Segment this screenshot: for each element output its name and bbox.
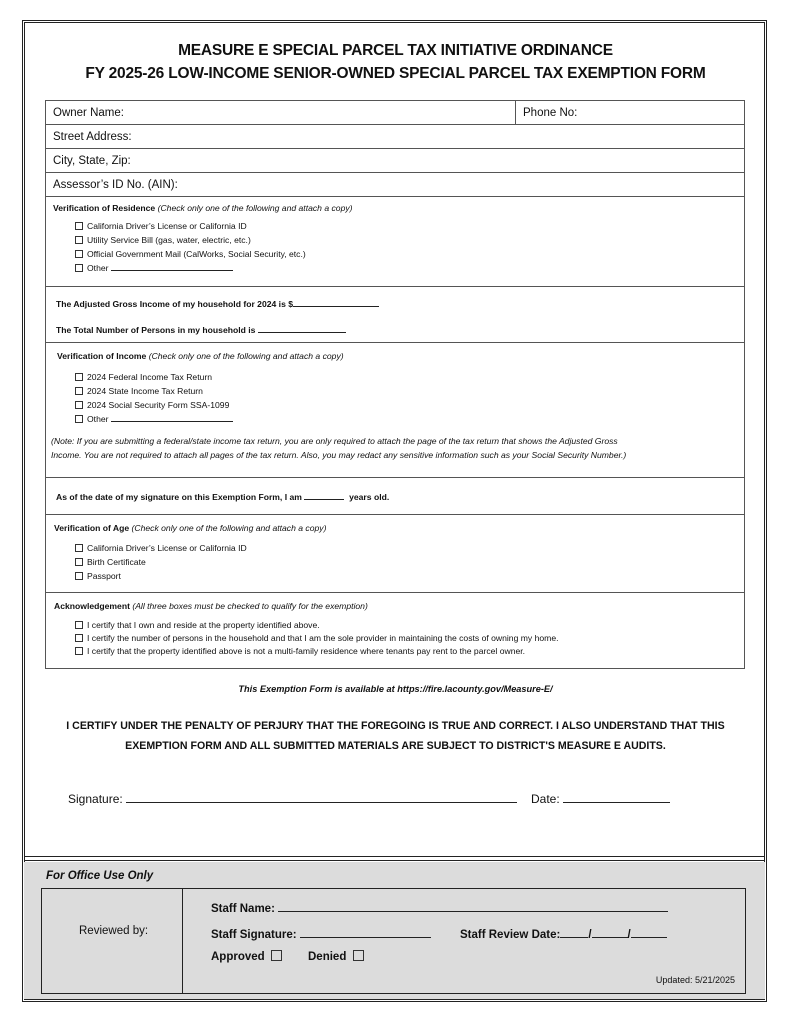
street-address-field[interactable] — [46, 125, 745, 149]
review-day-line[interactable] — [592, 925, 628, 938]
age-line[interactable] — [304, 490, 344, 500]
income-option[interactable]: 2024 Social Security Form SSA-1099 — [75, 398, 737, 412]
residence-option[interactable]: California Driver’s License or California ID — [75, 219, 737, 233]
office-review-box — [41, 888, 746, 994]
ack-item[interactable]: I certify that I own and reside at the property identified above. — [75, 619, 737, 632]
owner-name-label: Owner Name: — [53, 106, 124, 119]
checkbox[interactable] — [75, 634, 83, 642]
checkbox[interactable] — [75, 387, 83, 395]
ain-label: Assessor’s ID No. (AIN): — [53, 178, 178, 191]
checkbox[interactable] — [75, 647, 83, 655]
age-statement-after: years old. — [349, 492, 390, 502]
city-state-zip-field[interactable] — [46, 149, 745, 173]
denied-label: Denied — [308, 951, 347, 963]
residence-section — [46, 197, 745, 287]
reviewed-by-label: Reviewed by: — [79, 925, 149, 937]
checkbox[interactable] — [75, 250, 83, 258]
agi-line[interactable] — [293, 297, 379, 307]
staff-name-label: Staff Name: — [211, 903, 275, 915]
age-section — [46, 515, 745, 593]
form-title-line-1: MEASURE E SPECIAL PARCEL TAX INITIATIVE ORDINANCE — [178, 42, 613, 59]
checkbox[interactable] — [75, 222, 83, 230]
office-divider — [24, 856, 765, 861]
income-section — [46, 343, 745, 478]
office-box-divider — [182, 889, 183, 993]
residence-option[interactable]: Official Government Mail (CalWorks, Social Security, etc.) — [75, 247, 737, 261]
acknowledgement-section — [46, 593, 745, 669]
persons-label: The Total Number of Persons in my household is — [56, 324, 256, 335]
date-line[interactable] — [563, 790, 670, 803]
income-stats-section — [46, 287, 745, 343]
review-year-line[interactable] — [631, 925, 667, 938]
ack-instruction: (All three boxes must be checked to qualify for the exemption) — [132, 601, 368, 611]
age-title: Verification of Age — [54, 523, 130, 533]
other-line[interactable] — [111, 412, 233, 422]
age-statement-before: As of the date of my signature on this Exemption Form, I am — [56, 492, 302, 502]
staff-signature-field[interactable] — [211, 925, 431, 941]
residence-option[interactable]: Other — [75, 261, 737, 275]
office-use-section — [24, 862, 765, 999]
form-title-line-2: FY 2025-26 LOW-INCOME SENIOR-OWNED SPECIAL PARCEL TAX EXEMPTION FORM — [85, 65, 706, 82]
residence-title: Verification of Residence — [53, 203, 156, 213]
approved-option[interactable] — [211, 951, 286, 963]
checkbox[interactable] — [75, 401, 83, 409]
staff-name-line[interactable] — [278, 899, 668, 912]
date-label: Date: — [531, 792, 560, 806]
staff-review-date-label: Staff Review Date: — [460, 929, 561, 941]
income-option[interactable]: 2024 State Income Tax Return — [75, 384, 737, 398]
income-note: (Note: If you are submitting a federal/state income tax return, you are only required to attach the page of the tax return that shows the Adjusted Gross Income. You are not required to attach all pages of the tax return. Also, you may redact any sensitive information such as your Social Security Number.) — [51, 436, 627, 460]
age-option[interactable]: Birth Certificate — [75, 555, 737, 569]
owner-name-field[interactable] — [46, 101, 516, 125]
ack-item[interactable]: I certify that the property identified above is not a multi-family residence where tenants pay rent to the parcel owner. — [75, 645, 737, 658]
checkbox[interactable] — [75, 558, 83, 566]
residence-instruction: (Check only one of the following and attach a copy) — [157, 203, 353, 213]
persons-line[interactable] — [258, 323, 346, 333]
availability-note: This Exemption Form is available at https://fire.lacounty.gov/Measure-E/ — [238, 684, 553, 694]
denied-option[interactable] — [308, 951, 368, 963]
income-instruction: (Check only one of the following and attach a copy) — [148, 351, 344, 361]
approved-label: Approved — [211, 951, 265, 963]
ain-field[interactable] — [46, 173, 745, 197]
residence-option[interactable]: Utility Service Bill (gas, water, electric, etc.) — [75, 233, 737, 247]
street-address-label: Street Address: — [53, 130, 132, 143]
approved-checkbox[interactable] — [271, 950, 282, 961]
income-title: Verification of Income — [57, 351, 147, 361]
ack-item[interactable]: I certify the number of persons in the household and that I am the sole provider in maintaining the costs of owning my home. — [75, 632, 737, 645]
date-field[interactable] — [531, 790, 670, 806]
age-instruction: (Check only one of the following and attach a copy) — [131, 523, 327, 533]
other-line[interactable] — [111, 261, 233, 271]
staff-signature-label: Staff Signature: — [211, 929, 297, 941]
checkbox[interactable] — [75, 544, 83, 552]
signature-label: Signature: — [68, 792, 123, 806]
office-title: For Office Use Only — [46, 870, 154, 882]
staff-signature-line[interactable] — [300, 925, 431, 938]
checkbox[interactable] — [75, 236, 83, 244]
income-option[interactable]: 2024 Federal Income Tax Return — [75, 370, 737, 384]
checkbox[interactable] — [75, 373, 83, 381]
checkbox[interactable] — [75, 572, 83, 580]
exemption-form-table — [45, 100, 745, 669]
income-option[interactable]: Other — [75, 412, 737, 426]
staff-name-field[interactable] — [211, 899, 668, 915]
phone-field[interactable] — [516, 101, 745, 125]
review-month-line[interactable] — [560, 925, 588, 938]
agi-label: The Adjusted Gross Income of my household for 2024 is $ — [56, 298, 294, 309]
age-option[interactable]: California Driver’s License or California ID — [75, 541, 737, 555]
phone-label: Phone No: — [523, 106, 578, 119]
perjury-certification: I CERTIFY UNDER THE PENALTY OF PERJURY THAT THE FOREGOING IS TRUE AND CORRECT. I ALSO UNDERSTAND THAT THIS EXEMPTION FORM AND ALL SUBMITTED MATERIALS ARE SUBJECT TO DISTRICT'S MEASURE E AUDITS. — [66, 720, 725, 752]
city-state-zip-label: City, State, Zip: — [53, 154, 131, 167]
checkbox[interactable] — [75, 621, 83, 629]
age-statement — [46, 478, 745, 515]
checkbox[interactable] — [75, 415, 83, 423]
age-option[interactable]: Passport — [75, 569, 737, 583]
signature-line[interactable] — [126, 790, 517, 803]
staff-review-date-field[interactable]: Staff Review Date: / / — [460, 925, 667, 941]
signature-field[interactable] — [68, 790, 517, 806]
denied-checkbox[interactable] — [353, 950, 364, 961]
checkbox[interactable] — [75, 264, 83, 272]
ack-title: Acknowledgement — [54, 601, 130, 611]
updated-date: Updated: 5/21/2025 — [655, 975, 735, 985]
